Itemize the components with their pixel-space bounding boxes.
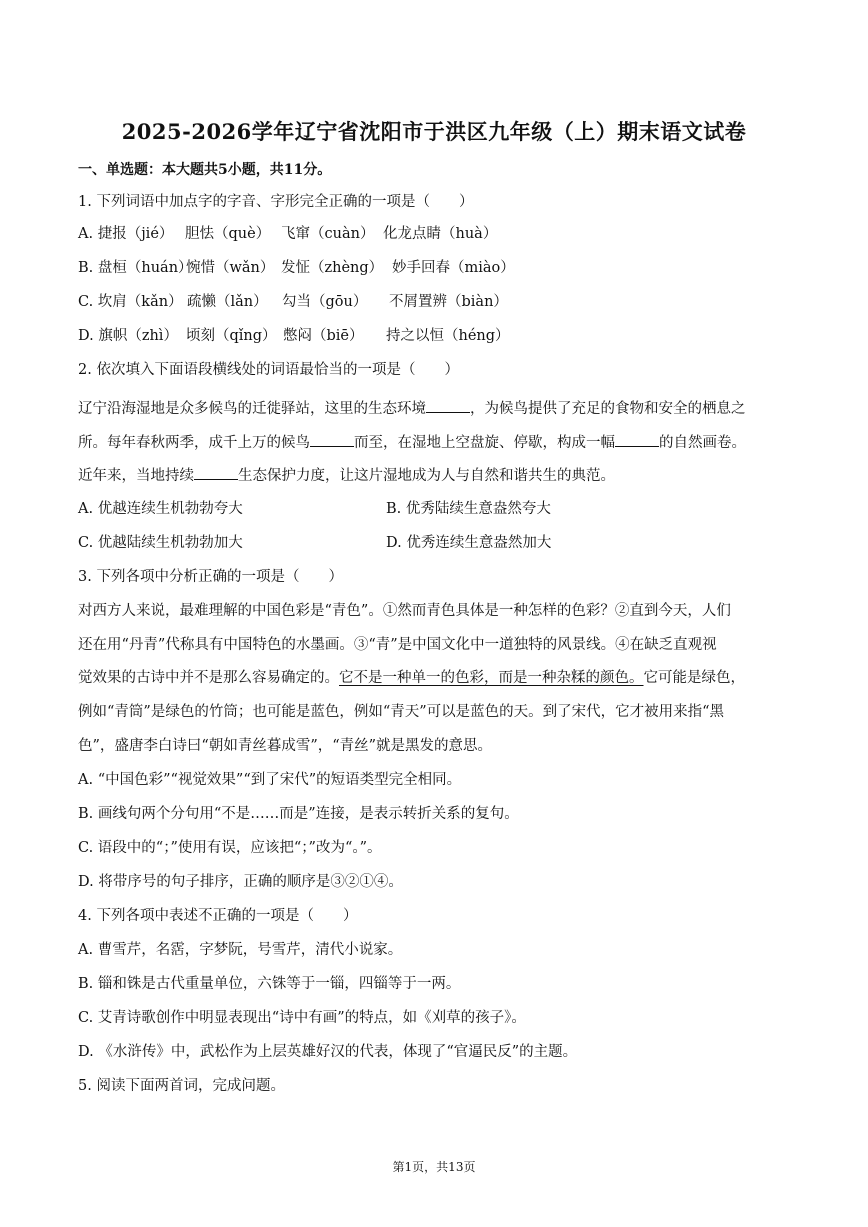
fill-blank [426, 398, 470, 413]
option-word: 勾当（gōu） [282, 294, 368, 310]
question-4-stem: 4. 下列各项中表述不正确的一项是（ ） [78, 908, 358, 924]
question-2-options-row [78, 533, 551, 553]
question-1-option-c [78, 292, 508, 312]
section-heading: 一、单选题：本大题共5小题，共11分。 [78, 162, 332, 178]
option-word: A. 捷报（jié） [78, 226, 174, 242]
question-3-passage-line [78, 668, 745, 688]
question-4-option-b: B. 锱和铢是古代重量单位，六铢等于一锱，四锱等于一两。 [78, 976, 461, 992]
question-2-option-b: B. 优秀陆续生意盎然夸大 [386, 501, 551, 517]
question-5-stem: 5. 阅读下面两首词，完成问题。 [78, 1078, 285, 1094]
option-word: D. 旗帜（zhì） [78, 328, 178, 344]
option-word: 惋惜（wǎn） [186, 260, 275, 276]
option-word: 胆怯（què） [185, 226, 271, 242]
question-2-stem: 2. 依次填入下面语段横线处的词语最恰当的一项是（ ） [78, 362, 459, 378]
passage-text: ，为候鸟提供了充足的食物和安全的栖息之 [470, 401, 746, 417]
option-word: 妙手回春（miào） [392, 260, 515, 276]
option-word: 发怔（zhèng） [281, 260, 384, 276]
fill-blank [615, 432, 659, 447]
page-title: 2025-2026学年辽宁省沈阳市于洪区九年级（上）期末语文试卷 [121, 119, 747, 144]
question-2-option-d: D. 优秀连续生意盎然加大 [386, 535, 552, 551]
option-word: 憋闷（biē） [283, 328, 364, 344]
question-3-option-b: B. 画线句两个分句用“不是……而是”连接，是表示转折关系的复句。 [78, 806, 519, 822]
passage-text: 的自然画卷。 [659, 435, 746, 451]
passage-text: 觉效果的古诗中并不是那么容易确定的。 [78, 670, 339, 686]
question-3-passage-line: 还在用“丹青”代称具有中国特色的水墨画。③“青”是中国文化中一道独特的风景线。④在缺乏直观视 [78, 637, 717, 653]
option-word: 顷刻（qǐng） [186, 328, 277, 344]
question-3-stem: 3. 下列各项中分析正确的一项是（ ） [78, 569, 343, 585]
question-4-option-c: C. 艾青诗歌创作中明显表现出“诗中有画”的特点，如《刈草的孩子》。 [78, 1010, 526, 1026]
question-4-option-d: D. 《水浒传》中，武松作为上层英雄好汉的代表，体现了“官逼民反”的主题。 [78, 1044, 578, 1060]
option-word: 不屑置辨（biàn） [389, 294, 508, 310]
question-1-option-b [78, 258, 515, 278]
question-3-passage-line: 例如“青筒”是绿色的竹筒；也可能是蓝色，例如“青天”可以是蓝色的天。到了宋代，它才被用来指“黑 [78, 704, 725, 720]
option-word: 飞窜（cuàn） [281, 226, 375, 242]
question-1-option-d [78, 326, 510, 346]
option-word: 疏懒（lǎn） [187, 294, 268, 310]
question-2-option-c: C. 优越陆续生机勃勃加大 [78, 535, 243, 551]
question-3-option-c: C. 语段中的“；”使用有误，应该把“；”改为“。”。 [78, 840, 382, 856]
page-footer: 第1页，共13页 [392, 1160, 476, 1174]
passage-text: 所。每年春秋两季，成千上万的候鸟 [78, 435, 310, 451]
question-3-passage-line: 色”，盛唐李白诗曰“朝如青丝暮成雪”，“青丝”就是黑发的意思。 [78, 738, 493, 754]
question-2-passage-line [78, 398, 746, 419]
passage-text: 而至，在湿地上空盘旋、停歇，构成一幅 [354, 435, 615, 451]
underlined-sentence: 它不是一种单一的色彩，而是一种杂糅的颜色。 [339, 670, 644, 686]
question-3-option-a: A. “中国色彩”“视觉效果”“到了宋代”的短语类型完全相同。 [78, 772, 462, 788]
passage-text: 近年来，当地持续 [78, 468, 194, 484]
fill-blank [310, 432, 354, 447]
option-word: 化龙点睛（huà） [383, 226, 498, 242]
passage-text: 它可能是绿色， [643, 670, 745, 686]
question-1-option-a [78, 224, 497, 244]
question-3-passage-line: 对西方人来说，最难理解的中国色彩是“青色”。①然而青色具体是一种怎样的色彩？②直到今天，人们 [78, 603, 731, 619]
question-2-option-a: A. 优越连续生机勃勃夸大 [78, 501, 243, 517]
passage-text: 辽宁沿海湿地是众多候鸟的迁徙驿站，这里的生态环境 [78, 401, 426, 417]
option-word: C. 坎肩（kǎn） [78, 294, 183, 310]
question-2-options-row [78, 499, 551, 519]
question-1-stem: 1. 下列词语中加点字的字音、字形完全正确的一项是（ ） [78, 194, 474, 210]
question-3-option-d: D. 将带序号的句子排序，正确的顺序是③②①④。 [78, 874, 403, 890]
passage-text: 生态保护力度，让这片湿地成为人与自然和谐共生的典范。 [238, 468, 615, 484]
question-2-passage-line [78, 432, 746, 453]
fill-blank [194, 465, 238, 480]
option-word: 持之以恒（héng） [386, 328, 510, 344]
question-4-option-a: A. 曹雪芹，名霑，字梦阮，号雪芹，清代小说家。 [78, 942, 403, 958]
option-word: B. 盘桓（huán） [78, 260, 193, 276]
question-2-passage-line [78, 465, 615, 486]
